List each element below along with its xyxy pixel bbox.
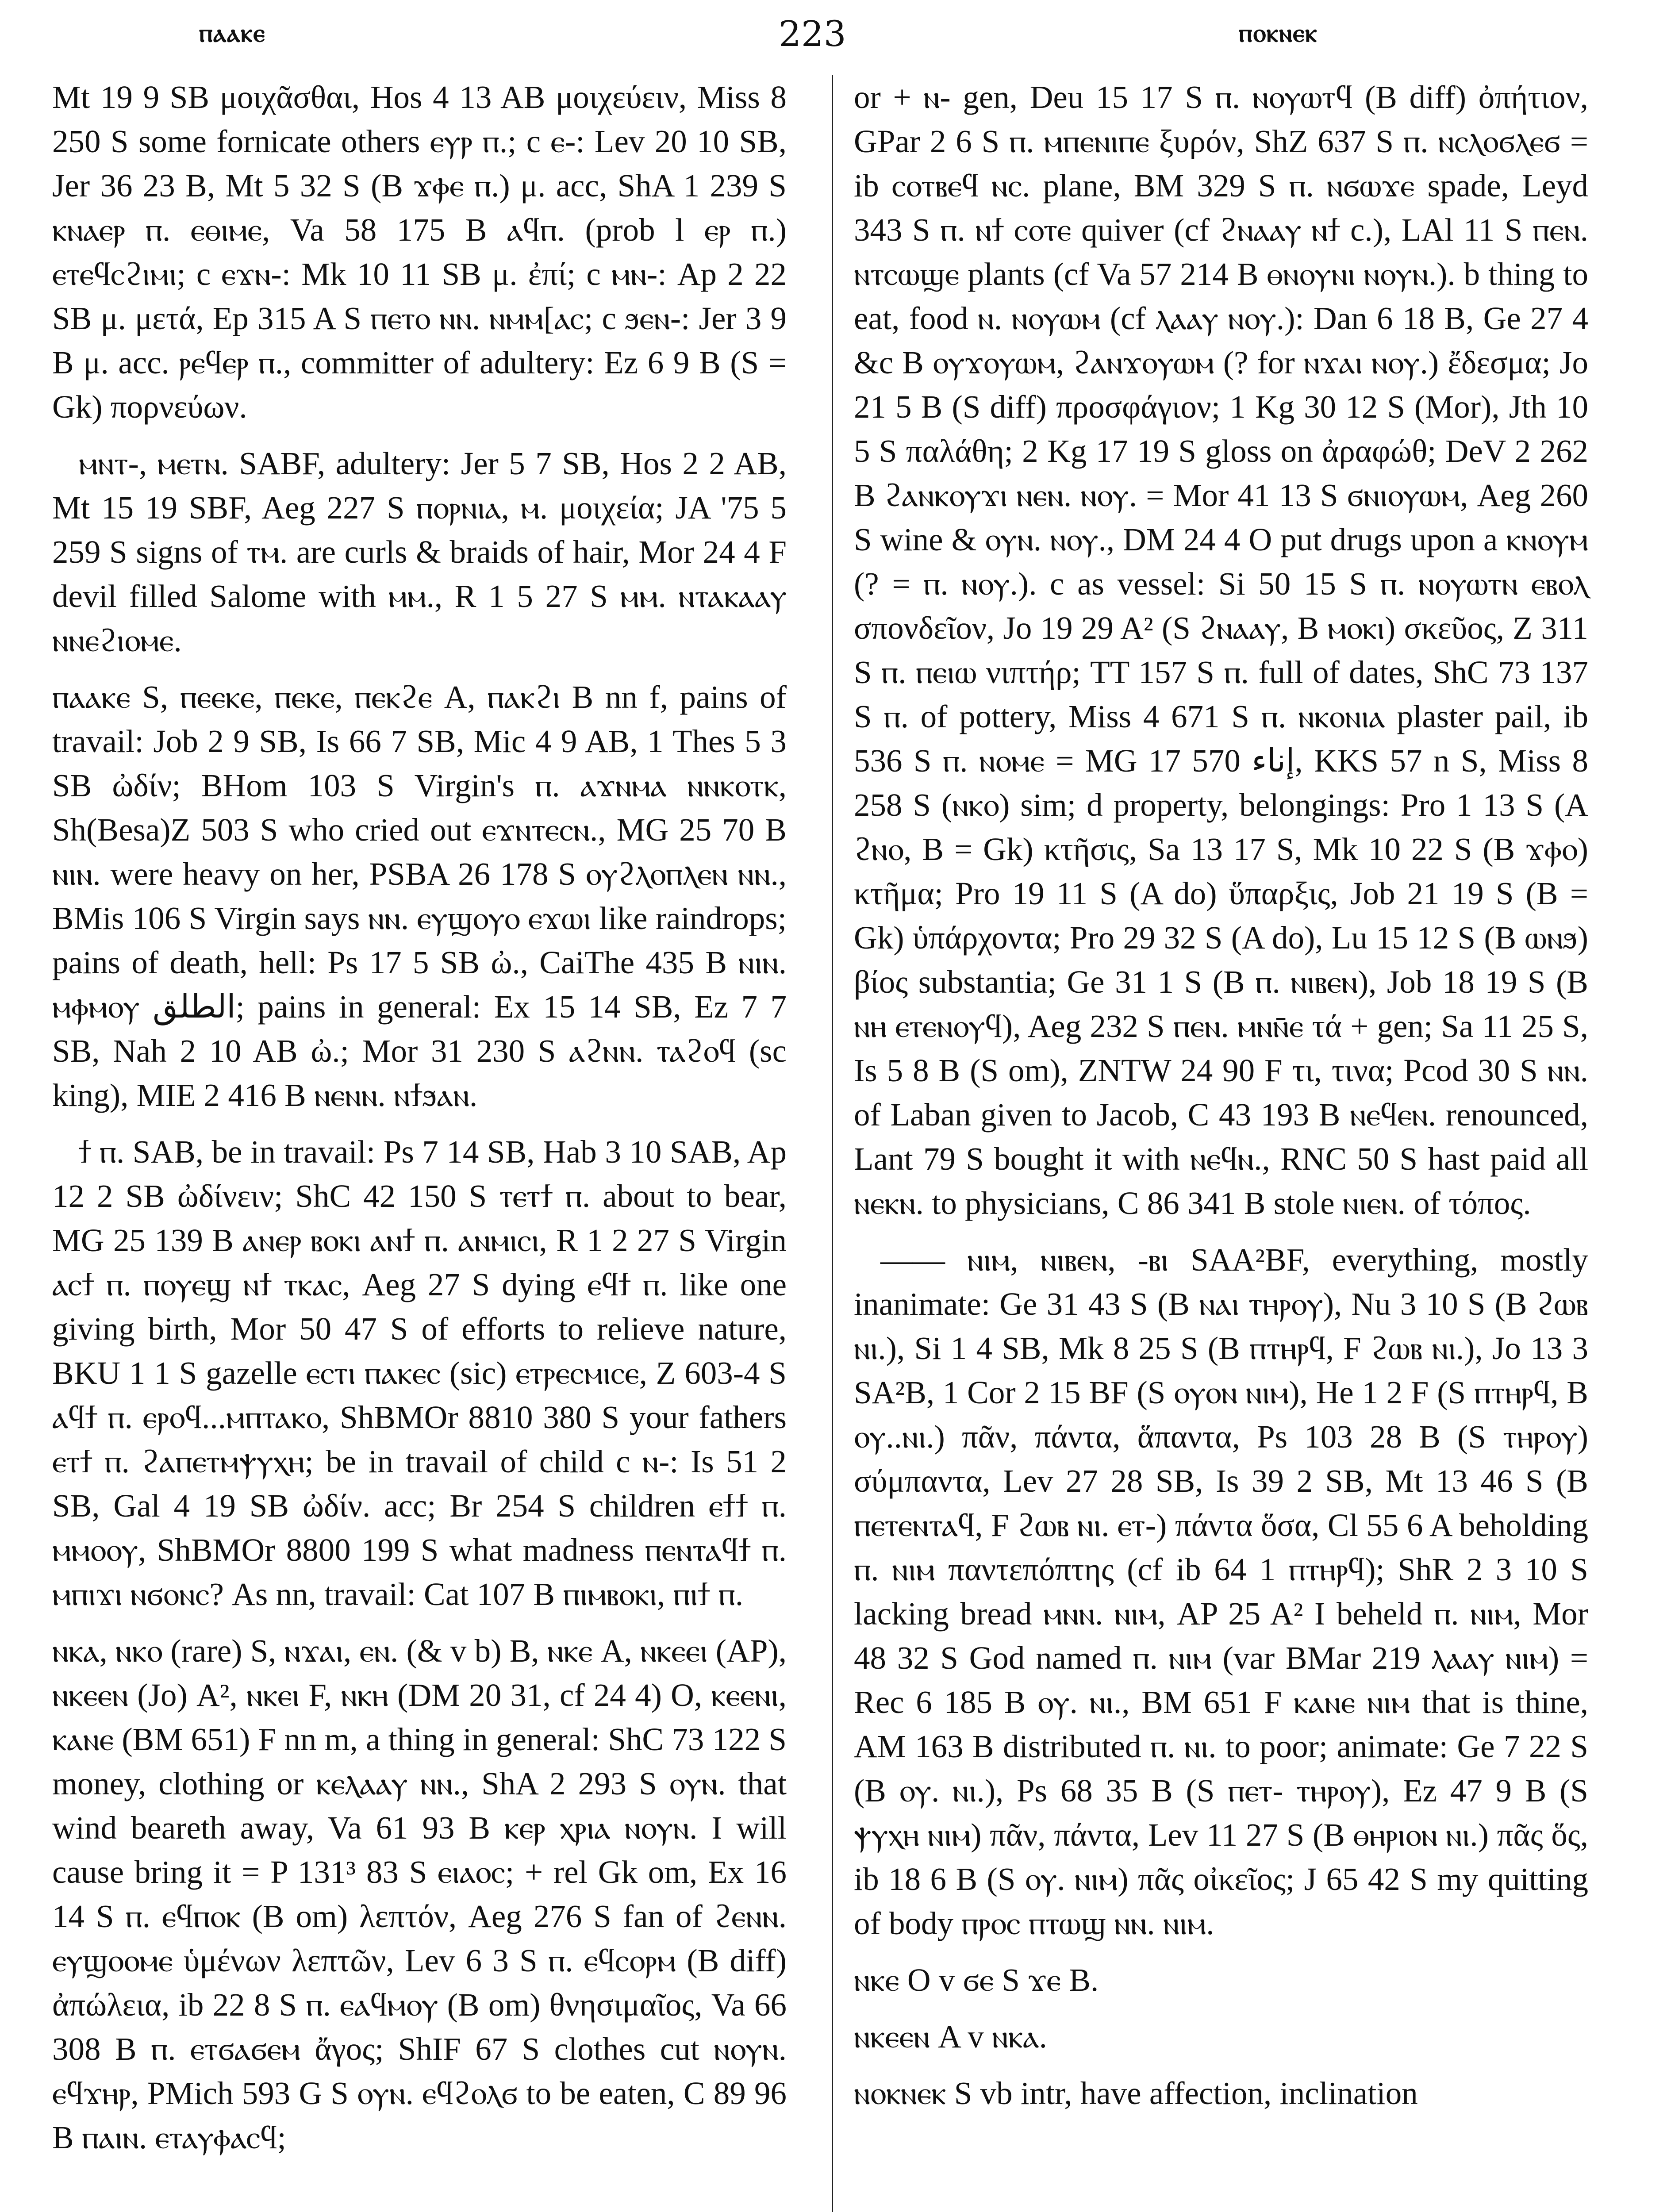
- entry-paragraph: ⲙⲛⲧ-, ⲙⲉⲧⲛ. SABF, adultery: Jer 5 7 SB, Hos 2 2 AB, Mt 15 19 SBF, Aeg 227 S ⲡⲟⲣⲛⲓⲁ, ⲙ. μοιχεία; JA '75 5 259 S signs of ⲧⲙ. are curls & braids of hair, Mor 24 4 F devil filled Salome with ⲙⲙ., R 1 5 27 S ⲙⲙ. ⲛⲧⲁⲕⲁⲁⲩ ⲛⲛⲉϩⲓⲟⲙⲉ.: [52, 445, 787, 658]
- right-column: [854, 75, 1588, 2128]
- entry-paragraph: ⲛⲕⲉⲉⲛ A v ⲛⲕⲁ.: [854, 2019, 1047, 2055]
- left-running-head: ⲡⲁⲁⲕⲉ: [199, 18, 266, 48]
- entry-paragraph: ⲛⲕⲁ, ⲛⲕⲟ (rare) S, ⲛϫⲁⲓ, ⲉⲛ. (& v b) B, ⲛⲕⲉ A, ⲛⲕⲉⲉⲓ (AP), ⲛⲕⲉⲉⲛ (Jo) A², ⲛⲕⲉⲓ F, ⲛⲕⲏ (DM 20 31, cf 24 4) O, ⲕⲉⲉⲛⲓ, ⲕⲁⲛⲉ (BM 651) F nn m, a thing in general: ShC 73 122 S money, clothing or ⲕⲉⲗⲁⲁⲩ ⲛⲛ., ShA 2 293 S ⲟⲩⲛ. that wind beareth away, Va 61 93 B ⲕⲉⲣ ⲭⲣⲓⲁ ⲛⲟⲩⲛ. I will cause bring it = P 131³ 83 S ⲉⲓⲁⲟⲥ; + rel Gk om, Ex 16 14 S ⲡ. ⲉϥⲡⲟⲕ (B om) λεπτόν, Aeg 276 S fan of ϩⲉⲛⲛ. ⲉⲩϣⲟⲟⲙⲉ ὑμένων λεπτῶν, Lev 6 3 S ⲡ. ⲉϥⲥⲟⲣⲙ (B diff) ἀπώλεια, ib 22 8 S ⲡ. ⲉⲁϥⲙⲟⲩ (B om) θνησιμαῖος, Va 66 308 B ⲡ. ⲉⲧϭⲁϭⲉⲙ ἄγος; ShIF 67 S clothes cut ⲛⲟⲩⲛ. ⲉϥϫⲏⲣ, PMich 593 G S ⲟⲩⲛ. ⲉϥϩⲟⲗϭ to be eaten, C 89 96 B ⲡⲁⲓⲛ. ⲉⲧⲁⲩⲫⲁⲥϥ;: [52, 1633, 787, 2155]
- entry-paragraph: —— ⲛⲓⲙ, ⲛⲓⲃⲉⲛ, -ⲃⲓ SAA²BF, everything, mostly inanimate: Ge 31 43 S (B ⲛⲁⲓ ⲧⲏⲣⲟⲩ), Nu 3 10 S (B ϩⲱⲃ ⲛⲓ.), Si 1 4 SB, Mk 8 25 S (B ⲡⲧⲏⲣϥ, F ϩⲱⲃ ⲛⲓ.), Jo 13 3 SA²B, 1 Cor 2 15 BF (S ⲟⲩⲟⲛ ⲛⲓⲙ), He 1 2 F (S ⲡⲧⲏⲣϥ, B ⲟⲩ..ⲛⲓ.) πᾶν, πάντα, ἅπαντα, Ps 103 28 B (S ⲧⲏⲣⲟⲩ) σύμπαντα, Lev 27 28 SB, Is 39 2 SB, Mt 13 46 S (B ⲡⲉⲧⲉⲛⲧⲁϥ, F ϩⲱⲃ ⲛⲓ. ⲉⲧ-) πάντα ὅσα, Cl 55 6 A beholding ⲡ. ⲛⲓⲙ παντεπόπτης (cf ib 64 1 ⲡⲧⲏⲣϥ); ShR 2 3 10 S lacking bread ⲙⲛⲛ. ⲛⲓⲙ, AP 25 A² I beheld ⲡ. ⲛⲓⲙ, Mor 48 32 S God named ⲡ. ⲛⲓⲙ (var BMar 219 ⲗⲁⲁⲩ ⲛⲓⲙ) = Rec 6 185 B ⲟⲩ. ⲛⲓ., BM 651 F ⲕⲁⲛⲉ ⲛⲓⲙ that is thine, AM 163 B distributed ⲡ. ⲛⲓ. to poor; animate: Ge 7 22 S (B ⲟⲩ. ⲛⲓ.), Ps 68 35 B (S ⲡⲉⲧ- ⲧⲏⲣⲟⲩ), Ez 47 9 B (S ⲯⲩⲭⲏ ⲛⲓⲙ) πᾶν, πάντα, Lev 11 27 S (B ⲑⲏⲣⲓⲟⲛ ⲛⲓ.) πᾶς ὅς, ib 18 6 B (S ⲟⲩ. ⲛⲓⲙ) πᾶς οἰκεῖος; J 65 42 S my quitting of body ⲡⲣⲟⲥ ⲡⲧⲱϣ ⲛⲛ. ⲛⲓⲙ.: [854, 1242, 1588, 1941]
- entry-paragraph: ⲡⲁⲁⲕⲉ S, ⲡⲉⲉⲕⲉ, ⲡⲉⲕⲉ, ⲡⲉⲕϩⲉ A, ⲡⲁⲕϩⲓ B nn f, pains of travail: Job 2 9 SB, Is 66 7 SB, Mic 4 9 AB, 1 Thes 5 3 SB ὠδίν; BHom 103 S Virgin's ⲡ. ⲁϫⲛⲙⲁ ⲛⲛⲕⲟⲧⲕ, Sh(Besa)Z 503 S who cried out ⲉϫⲛⲧⲉⲥⲛ., MG 25 70 B ⲛⲓⲛ. were heavy on her, PSBA 26 178 S ⲟⲩϩⲗⲟⲡⲗⲉⲛ ⲛⲛ., BMis 106 S Virgin says ⲛⲛ. ⲉⲩϣⲟⲩⲟ ⲉϫⲱⲓ like raindrops; pains of death, hell: Ps 17 5 SB ὠ., CaiThe 435 B ⲛⲓⲛ. ⲙⲫⲙⲟⲩ الطلق; pains in general: Ex 15 14 SB, Ez 7 7 SB, Nah 2 10 AB ὠ.; Mor 31 230 S ⲁϩⲛⲛ. ⲧⲁϩⲟϥ (sc king), MIE 2 416 B ⲛⲉⲛⲛ. ⲛϯϧⲁⲛ.: [52, 679, 787, 1113]
- column-divider: [832, 75, 833, 2212]
- entry-paragraph: ϯ ⲡ. SAB, be in travail: Ps 7 14 SB, Hab 3 10 SAB, Ap 12 2 SB ὠδίνειν; ShC 42 150 S ⲧⲉⲧϯ ⲡ. about to bear, MG 25 139 B ⲁⲛⲉⲣ ⲃⲟⲕⲓ ⲁⲛϯ ⲡ. ⲁⲛⲙⲓⲥⲓ, R 1 2 27 S Virgin ⲁⲥϯ ⲡ. ⲡⲟⲩⲉϣ ⲛϯ ⲧⲕⲁⲥ, Aeg 27 S dying ⲉϥϯ ⲡ. like one giving birth, Mor 50 47 S of efforts to relieve nature, BKU 1 1 S gazelle ⲉⲥⲧⲓ ⲡⲁⲕⲉⲥ (sic) ⲉⲧⲣⲉⲥⲙⲓⲥⲉ, Z 603-4 S ⲁϥϯ ⲡ. ⲉⲣⲟϥ...ⲙⲡⲧⲁⲕⲟ, ShBMOr 8810 380 S your fathers ⲉⲧϯ ⲡ. ϩⲁⲡⲉⲧⲙⲯⲩⲭⲏ; be in travail of child c ⲛ-: Is 51 2 SB, Gal 4 19 SB ὠδίν. acc; Br 254 S children ⲉϯϯ ⲡ. ⲙⲙⲟⲟⲩ, ShBMOr 8800 199 S what madness ⲡⲉⲛⲧⲁϥϯ ⲡ. ⲙⲡⲓϫⲓ ⲛϭⲟⲛⲥ? As nn, travail: Cat 107 B ⲡⲓⲙⲃⲟⲕⲓ, ⲡⲓϯ ⲡ.: [52, 1134, 787, 1612]
- entry-paragraph: ⲛⲟⲕⲛⲉⲕ S vb intr, have affection, inclination: [854, 2075, 1418, 2111]
- entry-paragraph: Mt 19 9 SB μοιχᾶσθαι, Hos 4 13 AB μοιχεύειν, Miss 8 250 S some fornicate others ⲉⲩⲣ ⲡ.; c ⲉ-: Lev 20 10 SB, Jer 36 23 B, Mt 5 32 S (B ϫⲫⲉ ⲡ.) μ. acc, ShA 1 239 S ⲕⲛⲁⲉⲣ ⲡ. ⲉⲑⲓⲙⲉ, Va 58 175 B ⲁϥⲡ. (prob l ⲉⲣ ⲡ.) ⲉⲧⲉϥⲥϩⲓⲙⲓ; c ⲉϫⲛ-: Mk 10 11 SB μ. ἐπί; c ⲙⲛ-: Ap 2 22 SB μ. μετά, Ep 315 A S ⲡⲉⲧⲟ ⲛⲛ. ⲛⲙⲙ[ⲁⲥ; c ϧⲉⲛ-: Jer 3 9 B μ. acc. ⲣⲉϥⲉⲣ ⲡ., committer of adultery: Ez 6 9 B (S = Gk) πορνεύων.: [52, 79, 787, 425]
- page-header: [53, 13, 1614, 71]
- page-number: 223: [779, 13, 846, 54]
- right-running-head: ⲡⲟⲕⲛⲉⲕ: [1239, 18, 1318, 48]
- entry-paragraph: or + ⲛ- gen, Deu 15 17 S ⲡ. ⲛⲟⲩⲱⲧϥ (B diff) ὀπήτιον, GPar 2 6 S ⲡ. ⲙⲡⲉⲛⲓⲡⲉ ξυρόν, ShZ 637 S ⲡ. ⲛⲥⲗⲟϭⲗⲉϭ = ib ⲥⲟⲧⲃⲉϥ ⲛⲥ. plane, BM 329 S ⲡ. ⲛϭⲱϫⲉ spade, Leyd 343 S ⲡ. ⲛϯ ⲥⲟⲧⲉ quiver (cf ϩⲛⲁⲁⲩ ⲛϯ c.), LAl 11 S ⲡⲉⲛ. ⲛⲧⲥⲱϣⲉ plants (cf Va 57 214 B ⲑⲛⲟⲩⲛⲓ ⲛⲟⲩⲛ.). b thing to eat, food ⲛ. ⲛⲟⲩⲱⲙ (cf ⲗⲁⲁⲩ ⲛⲟⲩ.): Dan 6 18 B, Ge 27 4 &c B ⲟⲩϫⲟⲩⲱⲙ, ϩⲁⲛϫⲟⲩⲱⲙ (? for ⲛϫⲁⲓ ⲛⲟⲩ.) ἔδεσμα; Jo 21 5 B (S diff) προσφάγιον; 1 Kg 30 12 S (Mor), Jth 10 5 S παλάθη; 2 Kg 17 19 S gloss on ἀραφώθ; DeV 2 262 B ϩⲁⲛⲕⲟⲩϫⲓ ⲛⲉⲛ. ⲛⲟⲩ. = Mor 41 13 S ϭⲛⲓⲟⲩⲱⲙ, Aeg 260 S wine & ⲟⲩⲛ. ⲛⲟⲩ., DM 24 4 O put drugs upon a ⲕⲛⲟⲩⲙ (? = ⲡ. ⲛⲟⲩ.). c as vessel: Si 50 15 S ⲡ. ⲛⲟⲩⲱⲧⲛ ⲉⲃⲟⲗ σπονδεῖον, Jo 19 29 A² (S ϩⲛⲁⲁⲩ, B ⲙⲟⲕⲓ) σκεῦος, Z 311 S ⲡ. ⲡⲉⲓⲱ νιπτήρ; TT 157 S ⲡ. full of dates, ShC 73 137 S ⲡ. of pottery, Miss 4 671 S ⲡ. ⲛⲕⲟⲛⲓⲁ plaster pail, ib 536 S ⲡ. ⲛⲟⲙⲉ = MG 17 570 إناء, KKS 57 n S, Miss 8 258 S (ⲛⲕⲟ) sim; d property, belongings: Pro 1 13 S (A ϩⲛⲟ, B = Gk) κτῆσις, Sa 13 17 S, Mk 10 22 S (B ϫⲫⲟ) κτῆμα; Pro 19 11 S (A do) ὕπαρξις, Job 21 19 S (B = Gk) ὑπάρχοντα; Pro 29 32 S (A do), Lu 15 12 S (B ⲱⲛϧ) βίος substantia; Ge 31 1 S (B ⲡ. ⲛⲓⲃⲉⲛ), Job 18 19 S (B ⲛⲏ ⲉⲧⲉⲛⲟⲩϥ), Aeg 232 S ⲡⲉⲛ. ⲙⲛⲛ̄ⲉ τά + gen; Sa 11 25 S, Is 5 8 B (S om), ZNTW 24 90 F τι, τινα; Pcod 30 S ⲛⲛ. of Laban given to Jacob, C 43 193 B ⲛⲉϥⲉⲛ. renounced, Lant 79 S bought it with ⲛⲉϥⲛ., RNC 50 S hast paid all ⲛⲉⲕⲛ. to physicians, C 86 341 B stole ⲛⲓⲉⲛ. of τόπος.: [854, 79, 1588, 1221]
- entry-paragraph: ⲛⲕⲉ O v ϭⲉ S ϫⲉ B.: [854, 1962, 1099, 1998]
- left-column: [52, 75, 787, 2172]
